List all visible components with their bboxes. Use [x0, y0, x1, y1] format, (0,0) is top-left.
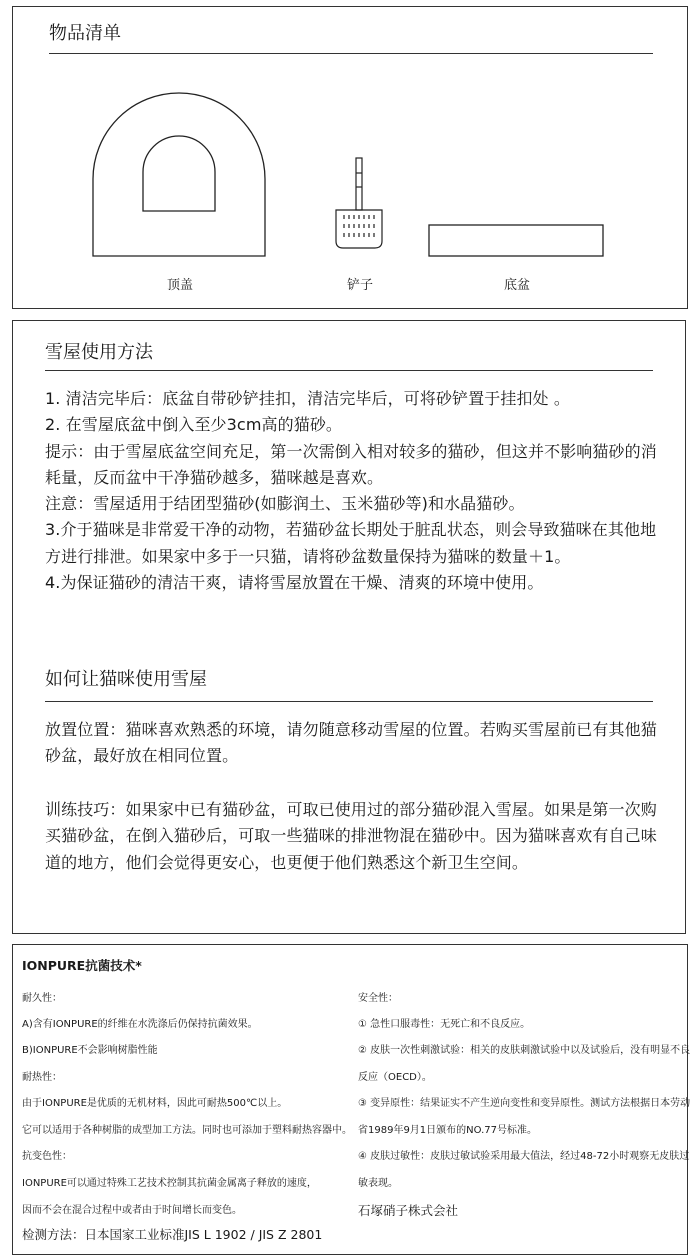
- placement-paragraph: 放置位置：猫咪喜欢熟悉的环境，请勿随意移动雪屋的位置。若购买雪屋前已有其他猫砂盆，最好放在相同位置。: [45, 720, 657, 766]
- lid-illustration: [93, 93, 265, 256]
- usage-step-4: 4.为保证猫砂的清洁干爽，请将雪屋放置在干燥、清爽的环境中使用。: [45, 573, 544, 593]
- howto-divider: [45, 701, 653, 702]
- usage-step-3: 3.介于猫咪是非常爱干净的动物，若猫砂盆长期处于脏乱状态，则会导致猫咪在其他地方进行排泄。如果家中多于一只猫，请将砂盆数量保持为猫咪的数量＋1。: [45, 520, 657, 566]
- durability-a: A)含有IONPURE的纤维在水洗涤后仍保持抗菌效果。: [22, 1019, 258, 1030]
- usage-tip: 提示：由于雪屋底盆空间充足，第一次需倒入相对较多的猫砂，但这并不影响猫砂的消耗量，反而盆中干净猫砂越多，猫咪越是喜欢。: [45, 441, 657, 487]
- usage-title: 雪屋使用方法: [45, 342, 153, 363]
- safety-oral: ① 急性口服毒性：无死亡和不良反应。: [358, 1019, 531, 1030]
- usage-list: [45, 386, 657, 596]
- tray-illustration: [429, 225, 603, 256]
- items-diagram: [13, 7, 689, 310]
- scoop-label: 铲子: [347, 278, 374, 293]
- heat-heading: 耐热性：: [22, 1072, 62, 1083]
- safety-mutagen-2: 省1989年9月1日颁布的NO.77号标准。: [358, 1125, 538, 1136]
- company-name: 石塚硝子株式会社: [358, 1203, 459, 1218]
- safety-skin-1: ② 皮肤一次性刺激试验：相关的皮肤刺激试验中以及试验后，没有明显不良: [358, 1045, 691, 1056]
- safety-allergy-1: ④ 皮肤过敏性：皮肤过敏试验采用最大值法，经过48-72小时观察无皮肤过: [358, 1151, 690, 1162]
- safety-heading: 安全性：: [358, 993, 398, 1004]
- instructions-panel: [12, 320, 686, 934]
- lid-label: 顶盖: [167, 278, 194, 293]
- ionpure-title: IONPURE抗菌技术*: [22, 958, 142, 973]
- safety-skin-2: 反应（OECD）。: [358, 1072, 432, 1083]
- heat-line-2: 它可以适用于各种树脂的成型加工方法。同时也可添加于塑料耐热容器中。: [22, 1125, 352, 1136]
- safety-allergy-2: 敏表现。: [358, 1178, 398, 1189]
- howto-title: 如何让猫咪使用雪屋: [45, 669, 207, 690]
- usage-step-1: 1. 清洁完毕后：底盆自带砂铲挂扣，清洁完毕后，可将砂铲置于挂扣处 。: [45, 389, 570, 408]
- usage-step-2: 2. 在雪屋底盆中倒入至少3cm高的猫砂。: [45, 415, 343, 435]
- tray-label: 底盆: [504, 278, 531, 293]
- usage-note: 注意：雪屋适用于结团型猫砂(如膨润土、玉米猫砂等)和水晶猫砂。: [45, 494, 525, 514]
- durability-heading: 耐久性：: [22, 993, 62, 1004]
- training-paragraph: 训练技巧：如果家中已有猫砂盆，可取已使用过的部分猫砂混入雪屋。如果是第一次购买猫砂盆，在倒入猫砂后，可取一些猫咪的排泄物混在猫砂中。因为猫咪喜欢有自己味道的地方，他们会觉得更安心，也更便于他们熟悉这个新卫生空间。: [45, 800, 657, 872]
- safety-mutagen-1: ③ 变异原性：结果证实不产生逆向变性和变异原性。测试方法根据日本劳动: [358, 1098, 691, 1109]
- usage-divider: [45, 370, 653, 371]
- discolor-heading: 抗变色性：: [22, 1151, 72, 1162]
- discolor-line-2: 因而不会在混合过程中或者由于时间增长而变色。: [22, 1205, 242, 1216]
- scoop-illustration: [336, 158, 382, 248]
- test-method: 检测方法：日本国家工业标准JIS L 1902 / JIS Z 2801: [22, 1227, 323, 1242]
- items-title: 物品清单: [49, 23, 121, 44]
- discolor-line-1: IONPURE可以通过特殊工艺技术控制其抗菌金属离子释放的速度，: [22, 1178, 317, 1189]
- ionpure-panel: [12, 944, 691, 1255]
- durability-b: B)IONPURE不会影响树脂性能: [22, 1045, 158, 1056]
- items-panel: [12, 6, 688, 309]
- heat-line-1: 由于IONPURE是优质的无机材料，因此可耐热500℃以上。: [22, 1098, 288, 1109]
